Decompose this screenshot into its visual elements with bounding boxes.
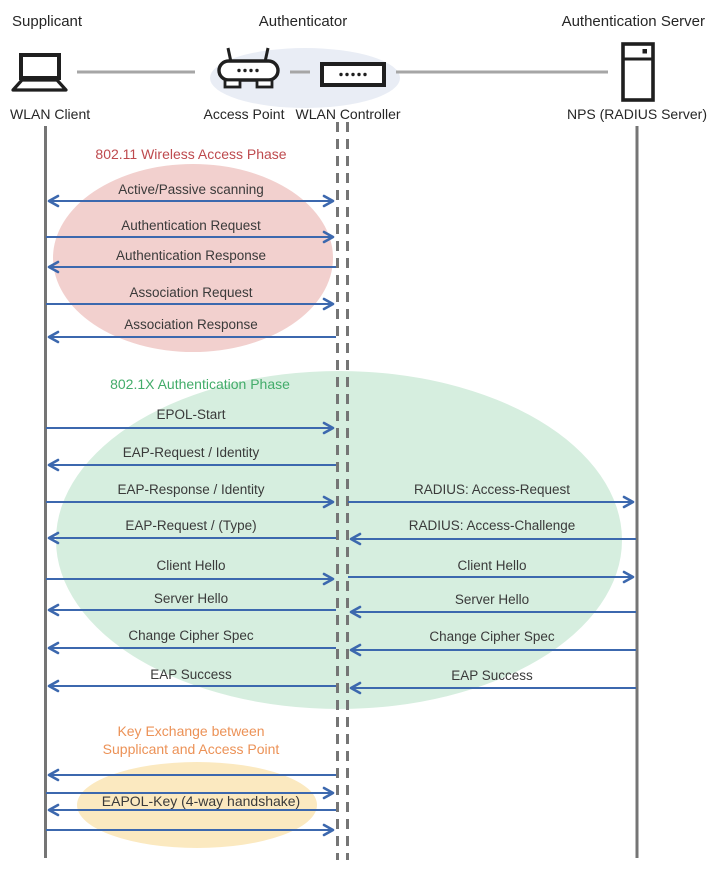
role-label-authentication-server: Authentication Server (561, 13, 705, 30)
message-label: Server Hello (454, 592, 530, 607)
phase-title-key-exchange-line2: Supplicant and Access Point (102, 741, 280, 757)
message-label: Server Hello (153, 591, 229, 606)
message-label: EAP-Request / (Type) (125, 518, 257, 533)
message-label: Authentication Response (115, 248, 267, 263)
message-label: Association Request (129, 285, 253, 300)
role-label-authenticator: Authenticator (258, 13, 348, 30)
phase-title-8021x: 802.1X Authentication Phase (110, 376, 290, 392)
message-label: EPOL-Start (156, 407, 226, 422)
message-label: Client Hello (457, 558, 527, 573)
message-label: EAP-Request / Identity (122, 445, 260, 460)
message-label: Association Response (124, 317, 258, 332)
message-label: RADIUS: Access-Challenge (408, 518, 576, 533)
message-label: Authentication Request (121, 218, 261, 233)
message-label: EAP Success (150, 667, 232, 682)
device-label-wlan-client: WLAN Client (10, 106, 91, 122)
message-label: Change Cipher Spec (128, 628, 254, 643)
message-label: EAP Success (451, 668, 533, 683)
server-icon (623, 44, 653, 100)
message-label: EAP-Response / Identity (117, 482, 265, 497)
device-label-wlan-controller: WLAN Controller (295, 106, 401, 122)
laptop-icon (13, 55, 66, 90)
message-label: EAPOL-Key (4-way handshake) (101, 793, 301, 809)
device-label-nps-radius-server: NPS (RADIUS Server) (566, 106, 707, 122)
phase-title-80211: 802.11 Wireless Access Phase (95, 146, 287, 162)
role-label-supplicant: Supplicant (12, 13, 83, 30)
message-label: RADIUS: Access-Request (413, 482, 571, 497)
device-label-access-point: Access Point (203, 106, 285, 122)
phase-title-key-exchange-line1: Key Exchange between (117, 723, 265, 739)
message-label: Change Cipher Spec (429, 629, 555, 644)
wlan-controller-icon (322, 64, 384, 85)
message-label: Client Hello (156, 558, 226, 573)
message-label: Active/Passive scanning (118, 182, 264, 197)
